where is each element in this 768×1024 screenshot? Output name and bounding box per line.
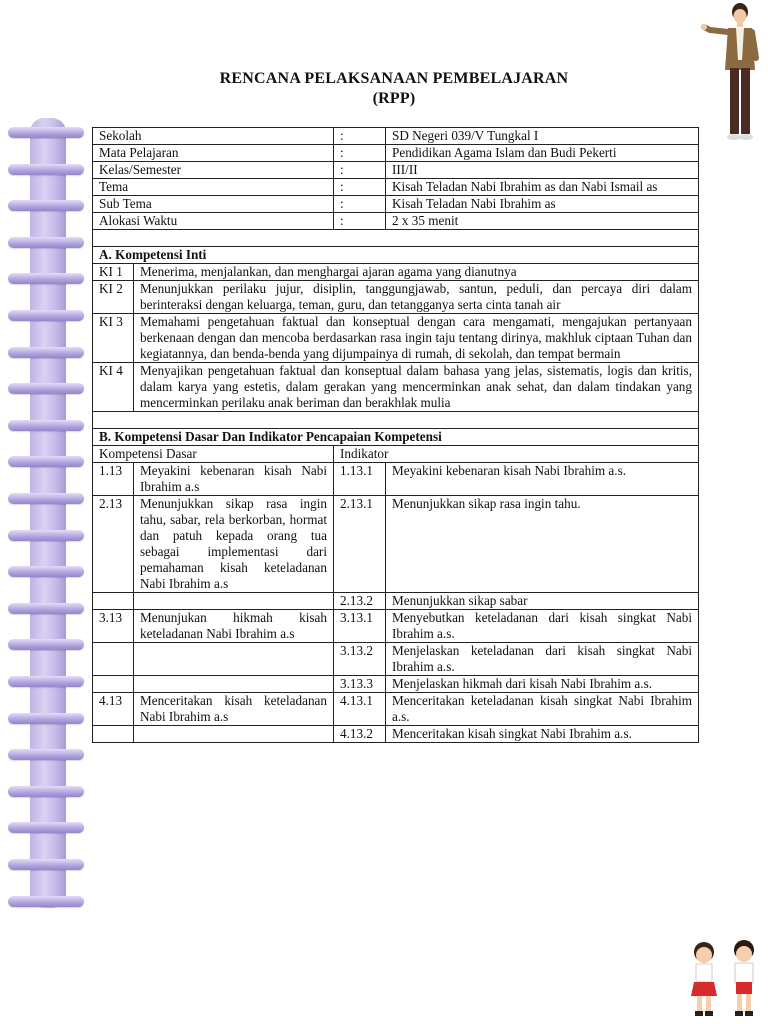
kd-row xyxy=(93,726,699,743)
binding-ring xyxy=(8,749,84,760)
identity-row xyxy=(93,196,699,213)
identity-separator: : xyxy=(334,196,386,213)
identity-row xyxy=(93,213,699,230)
indicator-text: Menceritakan kisah singkat Nabi Ibrahim a.s. xyxy=(386,726,699,743)
indicator-text: Menunjukkan sikap rasa ingin tahu. xyxy=(386,496,699,593)
indicator-code: 3.13.2 xyxy=(334,643,386,676)
identity-value: Kisah Teladan Nabi Ibrahim as dan Nabi Ismail as xyxy=(386,179,699,196)
ki-text: Menunjukkan perilaku jujur, disiplin, tanggungjawab, santun, peduli, dan percaya diri dalam berinteraksi dengan keluarga, teman, guru, dan tetangganya serta cinta tanah air xyxy=(134,281,699,314)
identity-separator: : xyxy=(334,162,386,179)
blank-row xyxy=(93,230,699,247)
kd-row xyxy=(93,676,699,693)
kd-code xyxy=(93,676,134,693)
indicator-text: Menyebutkan keteladanan dari kisah singkat Nabi Ibrahim a.s. xyxy=(386,610,699,643)
identity-separator: : xyxy=(334,145,386,162)
indicator-text: Menunjukkan sikap sabar xyxy=(386,593,699,610)
kd-row xyxy=(93,643,699,676)
identity-label: Sekolah xyxy=(93,128,334,145)
binding-ring xyxy=(8,603,84,614)
binding-ring xyxy=(8,676,84,687)
indicator-text: Menceritakan keteladanan kisah singkat Nabi Ibrahim a.s. xyxy=(386,693,699,726)
ki-row xyxy=(93,264,699,281)
kd-code xyxy=(93,643,134,676)
kd-text: Meyakini kebenaran kisah Nabi Ibrahim a.s xyxy=(134,463,334,496)
kd-code: 4.13 xyxy=(93,693,134,726)
section-heading-row xyxy=(93,247,699,264)
kd-header-row xyxy=(93,446,699,463)
identity-separator: : xyxy=(334,128,386,145)
identity-row xyxy=(93,128,699,145)
ki-row xyxy=(93,314,699,363)
kd-row xyxy=(93,593,699,610)
binding-ring xyxy=(8,200,84,211)
rpp-table xyxy=(92,127,699,743)
ki-code: KI 1 xyxy=(93,264,134,281)
binding-ring xyxy=(8,237,84,248)
kd-text: Menceritakan kisah keteladanan Nabi Ibrahim a.s xyxy=(134,693,334,726)
teacher-figure-icon xyxy=(700,0,768,146)
indicator-code: 1.13.1 xyxy=(334,463,386,496)
binding-ring xyxy=(8,493,84,504)
indicator-code: 3.13.1 xyxy=(334,610,386,643)
binding-ring xyxy=(8,456,84,467)
kd-column-header: Kompetensi Dasar xyxy=(93,446,334,463)
identity-label: Alokasi Waktu xyxy=(93,213,334,230)
kd-text: Menunjukkan sikap rasa ingin tahu, sabar, rela berkorban, hormat dan patuh kepada orang tua sebagai implementasi dari pemahaman kisah keteladanan Nabi Ibrahim a.s xyxy=(134,496,334,593)
section-heading-row xyxy=(93,429,699,446)
indicator-code: 2.13.1 xyxy=(334,496,386,593)
ki-code: KI 3 xyxy=(93,314,134,363)
binding-ring xyxy=(8,822,84,833)
identity-value: SD Negeri 039/V Tungkal I xyxy=(386,128,699,145)
binding-ring xyxy=(8,310,84,321)
binding-ring xyxy=(8,566,84,577)
binding-ring xyxy=(8,347,84,358)
identity-label: Kelas/Semester xyxy=(93,162,334,179)
binding-ring xyxy=(8,273,84,284)
indicator-text: Menjelaskan hikmah dari kisah Nabi Ibrahim a.s. xyxy=(386,676,699,693)
document-subtitle: (RPP) xyxy=(372,90,416,107)
ki-text: Menerima, menjalankan, dan menghargai ajaran agama yang dianutnya xyxy=(134,264,699,281)
blank-cell xyxy=(93,412,699,429)
kd-row xyxy=(93,463,699,496)
kd-text: Menunjukan hikmah kisah keteladanan Nabi Ibrahim a.s xyxy=(134,610,334,643)
blank-cell xyxy=(93,230,699,247)
identity-label: Sub Tema xyxy=(93,196,334,213)
indicator-column-header: Indikator xyxy=(334,446,699,463)
document-title: RENCANA PELAKSANAAN PEMBELAJARAN xyxy=(219,70,569,87)
indicator-text: Menjelaskan keteladanan dari kisah singkat Nabi Ibrahim a.s. xyxy=(386,643,699,676)
identity-row xyxy=(93,145,699,162)
indicator-code: 2.13.2 xyxy=(334,593,386,610)
ki-text: Memahami pengetahuan faktual dan konseptual dengan cara mengamati, mengajukan pertanyaan berkenaan dengan dan mencoba berdasarkan rasa ingin taju tentang dirinya, makhluk ciptaan Tuhan dan kegiatannya, dan benda-benda yang dijumpainya di rumah, di sekolah, dan tempat bermain xyxy=(134,314,699,363)
identity-value: Pendidikan Agama Islam dan Budi Pekerti xyxy=(386,145,699,162)
ki-code: KI 2 xyxy=(93,281,134,314)
ki-text: Menyajikan pengetahuan faktual dan konseptual dalam bahasa yang jelas, sistematis, logis dan kritis, dalam karya yang estetis, dalam gerakan yang mencerminkan anak sehat, dan dalam tindakan yang mencerminkan perilaku anak beriman dan berakhlak mulia xyxy=(134,363,699,412)
kd-text xyxy=(134,726,334,743)
kd-row xyxy=(93,496,699,593)
binding-ring xyxy=(8,420,84,431)
identity-label: Mata Pelajaran xyxy=(93,145,334,162)
binding-ring xyxy=(8,786,84,797)
binding-ring xyxy=(8,713,84,724)
ki-code: KI 4 xyxy=(93,363,134,412)
kd-code: 2.13 xyxy=(93,496,134,593)
kd-text xyxy=(134,593,334,610)
identity-value: 2 x 35 menit xyxy=(386,213,699,230)
indicator-text: Meyakini kebenaran kisah Nabi Ibrahim a.s. xyxy=(386,463,699,496)
binding-ring xyxy=(8,859,84,870)
identity-label: Tema xyxy=(93,179,334,196)
identity-value: III/II xyxy=(386,162,699,179)
identity-row xyxy=(93,179,699,196)
blank-row xyxy=(93,412,699,429)
indicator-code: 4.13.1 xyxy=(334,693,386,726)
identity-separator: : xyxy=(334,213,386,230)
ki-heading: A. Kompetensi Inti xyxy=(93,247,699,264)
identity-row xyxy=(93,162,699,179)
binding-ring xyxy=(8,383,84,394)
binding-ring xyxy=(8,164,84,175)
kd-code xyxy=(93,593,134,610)
ki-row xyxy=(93,363,699,412)
identity-separator: : xyxy=(334,179,386,196)
kd-code xyxy=(93,726,134,743)
students-figure-icon xyxy=(682,936,768,1020)
kd-heading: B. Kompetensi Dasar Dan Indikator Pencapaian Kompetensi xyxy=(93,429,699,446)
kd-code: 3.13 xyxy=(93,610,134,643)
kd-text xyxy=(134,676,334,693)
kd-row xyxy=(93,610,699,643)
binding-ring xyxy=(8,530,84,541)
indicator-code: 4.13.2 xyxy=(334,726,386,743)
binding-ring xyxy=(8,639,84,650)
binding-ring xyxy=(8,127,84,138)
kd-text xyxy=(134,643,334,676)
kd-row xyxy=(93,693,699,726)
indicator-code: 3.13.3 xyxy=(334,676,386,693)
identity-value: Kisah Teladan Nabi Ibrahim as xyxy=(386,196,699,213)
kd-code: 1.13 xyxy=(93,463,134,496)
ki-row xyxy=(93,281,699,314)
binding-ring xyxy=(8,896,84,907)
